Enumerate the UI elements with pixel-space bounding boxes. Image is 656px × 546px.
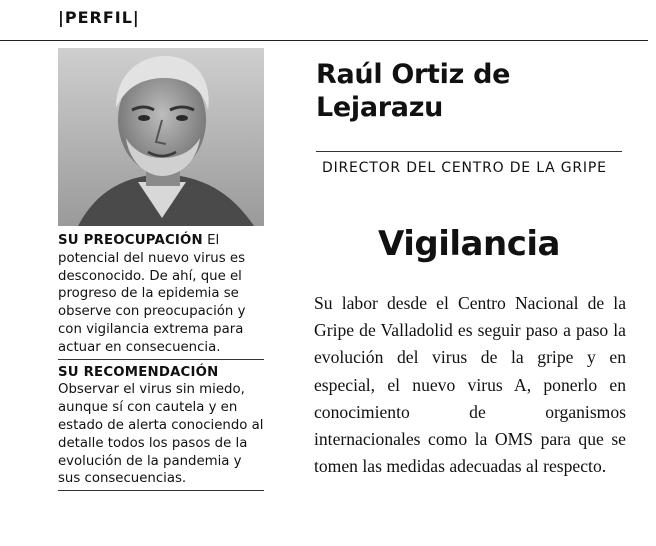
section-label: |PERFIL| bbox=[58, 8, 140, 27]
sidebar-column bbox=[58, 232, 264, 495]
concern-label: SU PREOCUPACIÓN bbox=[58, 233, 203, 248]
body-paragraph: Su labor desde el Centro Nacional de la Gripe de Valladolid es seguir paso a paso la evolución del virus de la gripe y en especial, el nuevo virus A, ponerlo en conocimiento de organismos internacionales como la OMS para que se tomen las medidas adecuadas al respecto. bbox=[314, 293, 626, 477]
person-name: Raúl Ortiz de Lejarazu bbox=[316, 59, 511, 123]
portrait-image bbox=[58, 48, 264, 226]
recommendation-text: Observar el virus sin miedo, aunque sí con cautela y en estado de alerta conociendo al detalle todos los pasos de la evolución de la pandemia y sus consecuencias. bbox=[58, 382, 264, 487]
portrait-photo bbox=[58, 48, 264, 226]
recommendation-box bbox=[58, 364, 264, 492]
headline: Vigilancia bbox=[378, 224, 560, 264]
top-divider bbox=[0, 40, 648, 41]
concern-box bbox=[58, 232, 264, 360]
recommendation-label: SU RECOMENDACIÓN bbox=[58, 364, 219, 380]
person-role: DIRECTOR DEL CENTRO DE LA GRIPE bbox=[322, 160, 607, 176]
concern-text: El potencial del nuevo virus es desconocido. De ahí, que el progreso de la epidemia se observe con preocupación y con vigilancia extrema para actuar en consecuencia. bbox=[58, 233, 246, 355]
role-divider bbox=[316, 151, 622, 152]
